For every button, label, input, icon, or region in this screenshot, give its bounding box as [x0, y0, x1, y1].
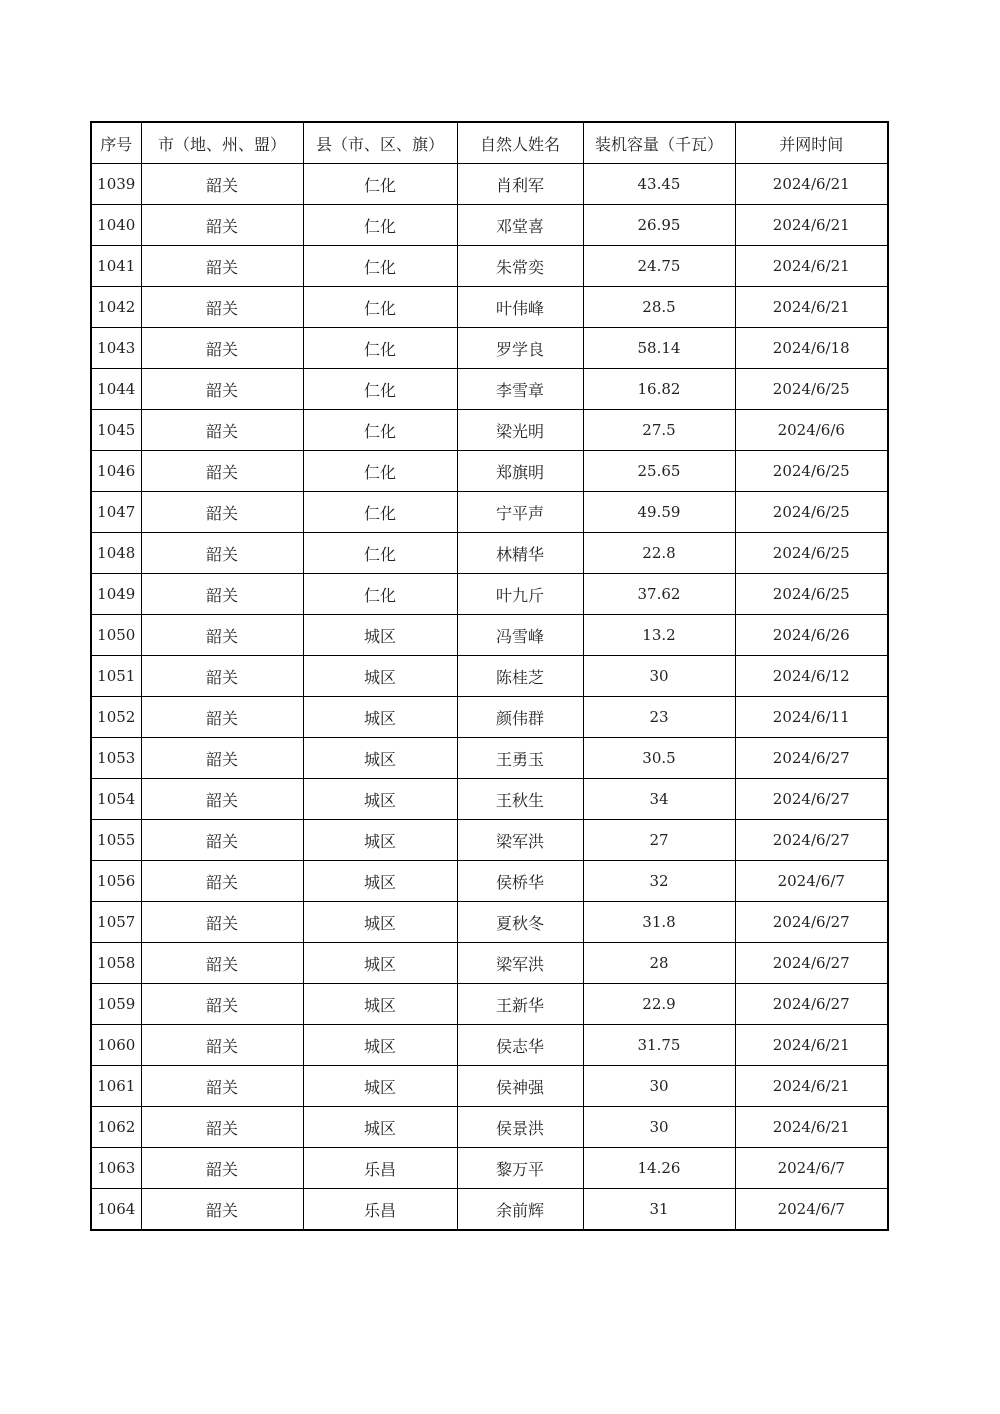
cell-serial-number: 1052 — [91, 697, 141, 738]
cell-installed-capacity: 22.8 — [583, 533, 735, 574]
cell-serial-number: 1060 — [91, 1025, 141, 1066]
cell-county: 城区 — [303, 779, 457, 820]
cell-grid-connection-date: 2024/6/25 — [735, 451, 888, 492]
cell-grid-connection-date: 2024/6/11 — [735, 697, 888, 738]
cell-serial-number: 1045 — [91, 410, 141, 451]
cell-serial-number: 1059 — [91, 984, 141, 1025]
cell-installed-capacity: 32 — [583, 861, 735, 902]
cell-installed-capacity: 30 — [583, 656, 735, 697]
cell-grid-connection-date: 2024/6/21 — [735, 1107, 888, 1148]
table-row — [91, 1066, 888, 1107]
cell-city: 韶关 — [141, 615, 303, 656]
cell-installed-capacity: 27.5 — [583, 410, 735, 451]
cell-county: 城区 — [303, 738, 457, 779]
cell-serial-number: 1062 — [91, 1107, 141, 1148]
cell-grid-connection-date: 2024/6/25 — [735, 533, 888, 574]
cell-person-name: 侯志华 — [457, 1025, 583, 1066]
cell-person-name: 郑旗明 — [457, 451, 583, 492]
cell-serial-number: 1047 — [91, 492, 141, 533]
cell-county: 仁化 — [303, 574, 457, 615]
cell-person-name: 王勇玉 — [457, 738, 583, 779]
cell-grid-connection-date: 2024/6/27 — [735, 943, 888, 984]
cell-installed-capacity: 28.5 — [583, 287, 735, 328]
cell-grid-connection-date: 2024/6/21 — [735, 1025, 888, 1066]
cell-person-name: 梁军洪 — [457, 820, 583, 861]
table-row — [91, 697, 888, 738]
cell-grid-connection-date: 2024/6/7 — [735, 1189, 888, 1231]
cell-installed-capacity: 14.26 — [583, 1148, 735, 1189]
cell-city: 韶关 — [141, 369, 303, 410]
cell-grid-connection-date: 2024/6/21 — [735, 246, 888, 287]
cell-installed-capacity: 31.75 — [583, 1025, 735, 1066]
cell-grid-connection-date: 2024/6/7 — [735, 861, 888, 902]
cell-serial-number: 1050 — [91, 615, 141, 656]
cell-serial-number: 1058 — [91, 943, 141, 984]
cell-serial-number: 1055 — [91, 820, 141, 861]
table-row — [91, 451, 888, 492]
cell-installed-capacity: 37.62 — [583, 574, 735, 615]
cell-person-name: 黎万平 — [457, 1148, 583, 1189]
cell-serial-number: 1064 — [91, 1189, 141, 1231]
table-row — [91, 861, 888, 902]
cell-person-name: 肖利军 — [457, 164, 583, 205]
cell-grid-connection-date: 2024/6/27 — [735, 820, 888, 861]
cell-serial-number: 1044 — [91, 369, 141, 410]
cell-person-name: 侯桥华 — [457, 861, 583, 902]
cell-grid-connection-date: 2024/6/12 — [735, 656, 888, 697]
cell-county: 城区 — [303, 984, 457, 1025]
cell-grid-connection-date: 2024/6/27 — [735, 779, 888, 820]
header-county: 县（市、区、旗） — [303, 122, 457, 164]
cell-county: 仁化 — [303, 492, 457, 533]
table-row — [91, 1189, 888, 1231]
cell-serial-number: 1048 — [91, 533, 141, 574]
header-person-name: 自然人姓名 — [457, 122, 583, 164]
cell-county: 仁化 — [303, 328, 457, 369]
cell-county: 城区 — [303, 943, 457, 984]
cell-city: 韶关 — [141, 943, 303, 984]
table-row — [91, 1148, 888, 1189]
cell-county: 城区 — [303, 697, 457, 738]
cell-city: 韶关 — [141, 984, 303, 1025]
cell-city: 韶关 — [141, 902, 303, 943]
cell-grid-connection-date: 2024/6/25 — [735, 574, 888, 615]
cell-serial-number: 1041 — [91, 246, 141, 287]
cell-installed-capacity: 13.2 — [583, 615, 735, 656]
cell-county: 城区 — [303, 902, 457, 943]
table-row — [91, 738, 888, 779]
cell-county: 城区 — [303, 1025, 457, 1066]
cell-city: 韶关 — [141, 779, 303, 820]
cell-county: 城区 — [303, 820, 457, 861]
header-grid-connection-date: 并网时间 — [735, 122, 888, 164]
cell-grid-connection-date: 2024/6/21 — [735, 164, 888, 205]
cell-person-name: 邓堂喜 — [457, 205, 583, 246]
cell-installed-capacity: 22.9 — [583, 984, 735, 1025]
cell-city: 韶关 — [141, 246, 303, 287]
cell-installed-capacity: 28 — [583, 943, 735, 984]
cell-installed-capacity: 23 — [583, 697, 735, 738]
cell-serial-number: 1056 — [91, 861, 141, 902]
cell-person-name: 李雪章 — [457, 369, 583, 410]
cell-city: 韶关 — [141, 574, 303, 615]
data-table — [90, 121, 889, 1231]
cell-serial-number: 1042 — [91, 287, 141, 328]
table-row — [91, 615, 888, 656]
cell-county: 城区 — [303, 656, 457, 697]
cell-city: 韶关 — [141, 410, 303, 451]
cell-county: 城区 — [303, 861, 457, 902]
cell-grid-connection-date: 2024/6/7 — [735, 1148, 888, 1189]
cell-county: 仁化 — [303, 205, 457, 246]
cell-grid-connection-date: 2024/6/21 — [735, 205, 888, 246]
cell-serial-number: 1054 — [91, 779, 141, 820]
cell-person-name: 梁军洪 — [457, 943, 583, 984]
cell-city: 韶关 — [141, 328, 303, 369]
cell-city: 韶关 — [141, 820, 303, 861]
cell-county: 仁化 — [303, 410, 457, 451]
cell-city: 韶关 — [141, 1066, 303, 1107]
table-row — [91, 205, 888, 246]
table-row — [91, 246, 888, 287]
cell-city: 韶关 — [141, 492, 303, 533]
cell-person-name: 王新华 — [457, 984, 583, 1025]
cell-county: 仁化 — [303, 246, 457, 287]
cell-person-name: 宁平声 — [457, 492, 583, 533]
cell-person-name: 林精华 — [457, 533, 583, 574]
cell-city: 韶关 — [141, 656, 303, 697]
cell-installed-capacity: 30.5 — [583, 738, 735, 779]
cell-person-name: 叶九斤 — [457, 574, 583, 615]
cell-city: 韶关 — [141, 451, 303, 492]
table-row — [91, 574, 888, 615]
cell-county: 仁化 — [303, 451, 457, 492]
table-row — [91, 820, 888, 861]
cell-person-name: 朱常奕 — [457, 246, 583, 287]
header-row — [91, 122, 888, 164]
cell-county: 乐昌 — [303, 1148, 457, 1189]
cell-city: 韶关 — [141, 287, 303, 328]
table-row — [91, 410, 888, 451]
cell-city: 韶关 — [141, 1189, 303, 1231]
cell-city: 韶关 — [141, 205, 303, 246]
table-row — [91, 164, 888, 205]
cell-installed-capacity: 25.65 — [583, 451, 735, 492]
cell-person-name: 梁光明 — [457, 410, 583, 451]
cell-city: 韶关 — [141, 164, 303, 205]
cell-county: 城区 — [303, 1107, 457, 1148]
header-installed-capacity: 装机容量（千瓦） — [583, 122, 735, 164]
cell-county: 乐昌 — [303, 1189, 457, 1231]
table-row — [91, 287, 888, 328]
cell-serial-number: 1039 — [91, 164, 141, 205]
cell-serial-number: 1049 — [91, 574, 141, 615]
cell-grid-connection-date: 2024/6/25 — [735, 492, 888, 533]
cell-installed-capacity: 30 — [583, 1107, 735, 1148]
table-header — [91, 122, 888, 164]
cell-county: 仁化 — [303, 533, 457, 574]
cell-installed-capacity: 31 — [583, 1189, 735, 1231]
cell-county: 仁化 — [303, 164, 457, 205]
table-row — [91, 369, 888, 410]
cell-person-name: 冯雪峰 — [457, 615, 583, 656]
cell-person-name: 陈桂芝 — [457, 656, 583, 697]
cell-installed-capacity: 16.82 — [583, 369, 735, 410]
cell-city: 韶关 — [141, 1025, 303, 1066]
cell-city: 韶关 — [141, 1148, 303, 1189]
cell-installed-capacity: 58.14 — [583, 328, 735, 369]
cell-person-name: 夏秋冬 — [457, 902, 583, 943]
header-city: 市（地、州、盟） — [141, 122, 303, 164]
cell-person-name: 叶伟峰 — [457, 287, 583, 328]
table-row — [91, 943, 888, 984]
cell-grid-connection-date: 2024/6/27 — [735, 902, 888, 943]
cell-serial-number: 1046 — [91, 451, 141, 492]
table-row — [91, 984, 888, 1025]
cell-installed-capacity: 34 — [583, 779, 735, 820]
cell-serial-number: 1040 — [91, 205, 141, 246]
table-row — [91, 492, 888, 533]
cell-grid-connection-date: 2024/6/27 — [735, 738, 888, 779]
cell-city: 韶关 — [141, 697, 303, 738]
cell-installed-capacity: 31.8 — [583, 902, 735, 943]
table-row — [91, 533, 888, 574]
cell-city: 韶关 — [141, 738, 303, 779]
cell-city: 韶关 — [141, 861, 303, 902]
cell-city: 韶关 — [141, 1107, 303, 1148]
table-row — [91, 902, 888, 943]
cell-person-name: 余前辉 — [457, 1189, 583, 1231]
cell-grid-connection-date: 2024/6/25 — [735, 369, 888, 410]
cell-grid-connection-date: 2024/6/21 — [735, 1066, 888, 1107]
cell-installed-capacity: 27 — [583, 820, 735, 861]
table-row — [91, 656, 888, 697]
cell-grid-connection-date: 2024/6/6 — [735, 410, 888, 451]
cell-person-name: 罗学良 — [457, 328, 583, 369]
cell-grid-connection-date: 2024/6/27 — [735, 984, 888, 1025]
cell-serial-number: 1061 — [91, 1066, 141, 1107]
cell-serial-number: 1043 — [91, 328, 141, 369]
cell-installed-capacity: 30 — [583, 1066, 735, 1107]
cell-grid-connection-date: 2024/6/18 — [735, 328, 888, 369]
cell-installed-capacity: 24.75 — [583, 246, 735, 287]
table-row — [91, 328, 888, 369]
cell-city: 韶关 — [141, 533, 303, 574]
cell-installed-capacity: 43.45 — [583, 164, 735, 205]
cell-person-name: 侯景洪 — [457, 1107, 583, 1148]
table-row — [91, 1107, 888, 1148]
table-row — [91, 779, 888, 820]
cell-county: 仁化 — [303, 369, 457, 410]
cell-serial-number: 1053 — [91, 738, 141, 779]
cell-grid-connection-date: 2024/6/26 — [735, 615, 888, 656]
header-serial-number: 序号 — [91, 122, 141, 164]
cell-person-name: 王秋生 — [457, 779, 583, 820]
cell-person-name: 侯神强 — [457, 1066, 583, 1107]
cell-county: 城区 — [303, 615, 457, 656]
cell-county: 城区 — [303, 1066, 457, 1107]
cell-county: 仁化 — [303, 287, 457, 328]
cell-installed-capacity: 26.95 — [583, 205, 735, 246]
table-body — [91, 164, 888, 1231]
cell-serial-number: 1051 — [91, 656, 141, 697]
cell-person-name: 颜伟群 — [457, 697, 583, 738]
table-row — [91, 1025, 888, 1066]
cell-grid-connection-date: 2024/6/21 — [735, 287, 888, 328]
cell-installed-capacity: 49.59 — [583, 492, 735, 533]
cell-serial-number: 1063 — [91, 1148, 141, 1189]
cell-serial-number: 1057 — [91, 902, 141, 943]
